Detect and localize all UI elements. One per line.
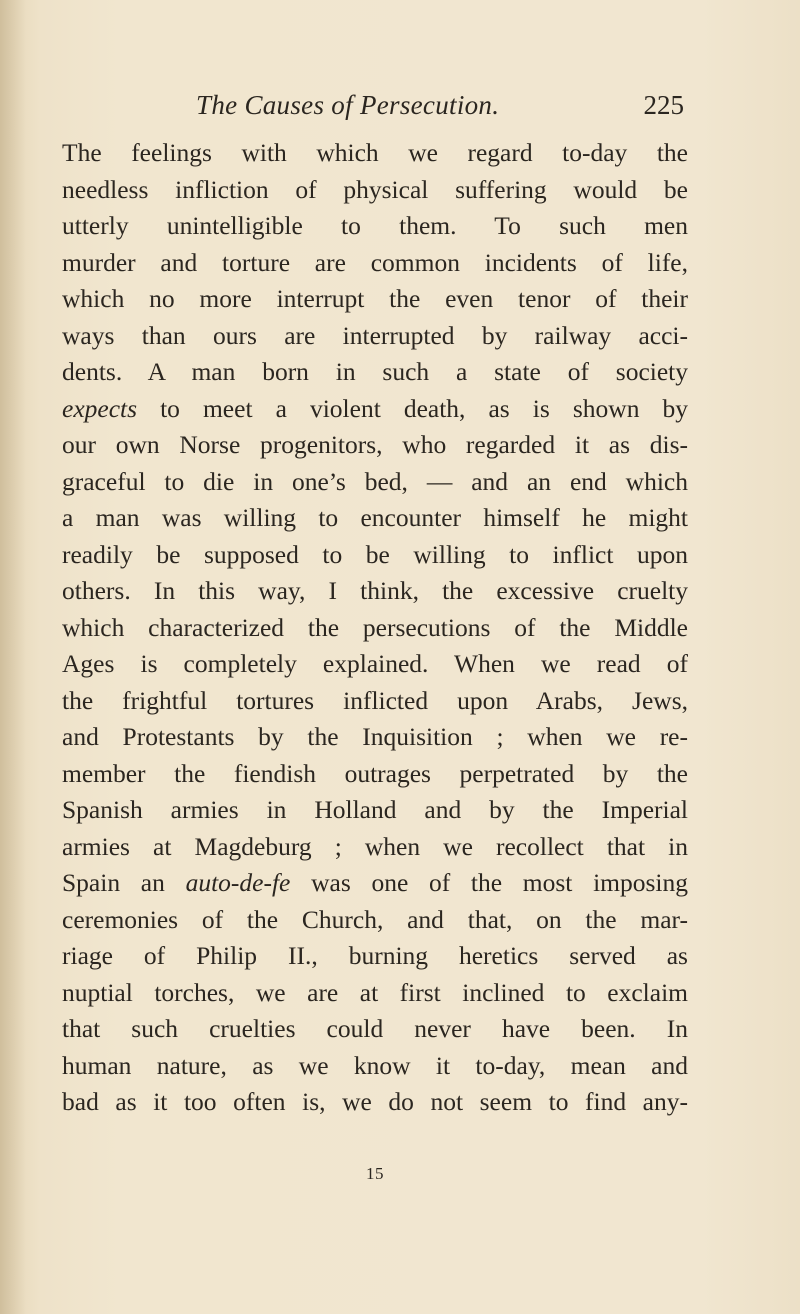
text-line: armies at Magdeburg ; when we recollect that in	[62, 831, 688, 861]
text-line: murder and torture are common incidents of life,	[62, 247, 688, 277]
text-line: expects to meet a violent death, as is shown by	[62, 393, 688, 423]
signature-mark: 15	[366, 1164, 384, 1183]
body-text	[62, 135, 688, 1121]
text-line: which characterized the persecutions of the Middle	[62, 612, 688, 642]
text-line: nuptial torches, we are at first inclined to exclaim	[62, 977, 688, 1007]
text-line: that such cruelties could never have been. In	[62, 1014, 688, 1043]
page-header	[196, 90, 684, 126]
text-line: which no more interrupt the even tenor of their	[62, 284, 688, 313]
text-line: and Protestants by the Inquisition ; when we re-	[62, 722, 688, 751]
page-number: 225	[643, 90, 684, 120]
text-line: member the fiendish outrages perpetrated by the	[62, 758, 688, 788]
text-line: readily be supposed to be willing to inflict upon	[62, 539, 688, 569]
text-line: dents. A man born in such a state of society	[62, 357, 688, 386]
italic-word: auto-de-fe	[185, 868, 291, 897]
text-line: utterly unintelligible to them. To such men	[62, 211, 688, 240]
text-line: ceremonies of the Church, and that, on the mar-	[62, 904, 688, 934]
text-line: Ages is completely explained. When we read of	[62, 649, 688, 678]
text-line: bad as it too often is, we do not seem to find any-	[62, 1087, 688, 1116]
text-line: Spanish armies in Holland and by the Imperial	[62, 795, 688, 824]
text-line: Spain an auto-de-fe was one of the most imposing	[62, 868, 688, 897]
text-line: The feelings with which we regard to-day the	[62, 138, 688, 167]
text-line: graceful to die in one’s bed, — and an end which	[62, 466, 688, 496]
running-title: The Causes of Persecution.	[196, 90, 500, 120]
text-line: the frightful tortures inflicted upon Arabs, Jews,	[62, 685, 688, 715]
text-line: ways than ours are interrupted by railway acci-	[62, 320, 688, 350]
text-line: others. In this way, I think, the excessive cruelty	[62, 576, 688, 605]
text-line: human nature, as we know it to-day, mean and	[62, 1050, 688, 1080]
text-line: needless infliction of physical suffering would be	[62, 174, 688, 204]
text-line: riage of Philip II., burning heretics served as	[62, 941, 688, 970]
italic-word: expects	[62, 393, 138, 423]
text-line: our own Norse progenitors, who regarded it as dis-	[62, 430, 688, 459]
text-line: a man was willing to encounter himself he might	[62, 503, 688, 532]
